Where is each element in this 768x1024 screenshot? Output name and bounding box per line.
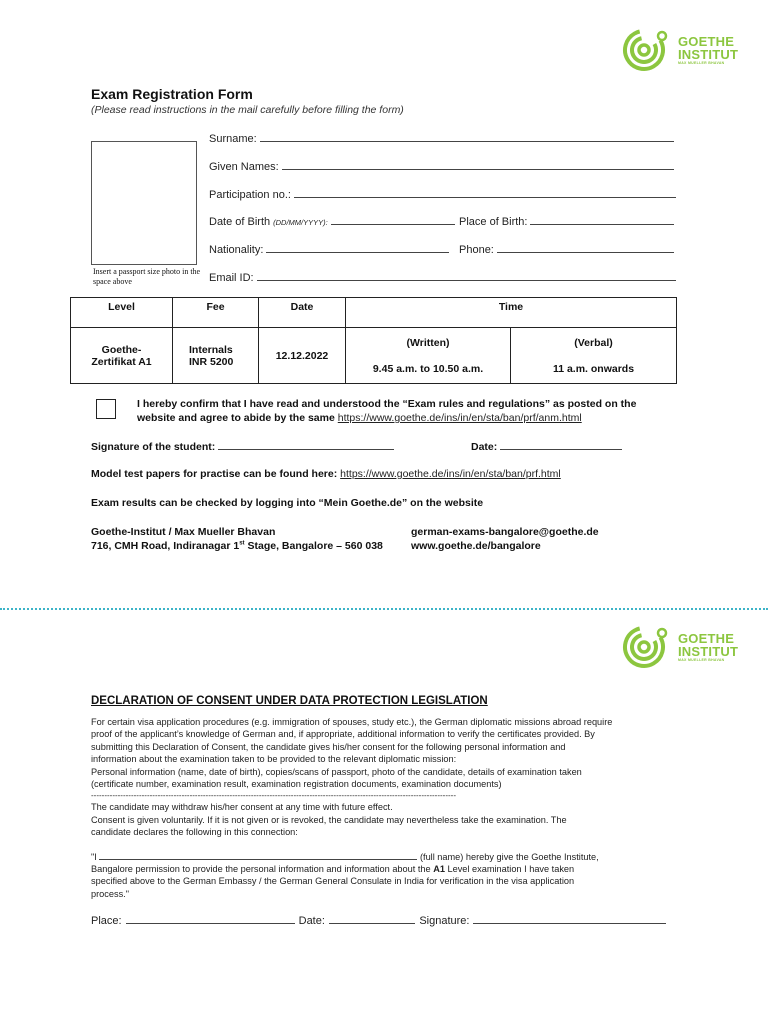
level-line2: Zertifikat A1 xyxy=(91,355,152,368)
decl-place-label: Place: xyxy=(91,915,122,927)
decl-sign-row xyxy=(91,915,666,927)
decl-separator: ----------------------------------------------------------------------------------------------------------------------------------------- xyxy=(91,790,456,800)
phone-field[interactable] xyxy=(459,244,674,256)
dob-format: (DD/MM/YYYY): xyxy=(273,218,328,227)
dob-field[interactable] xyxy=(209,216,455,228)
address-sup: st xyxy=(239,540,245,547)
consent-level: A1 xyxy=(433,864,445,875)
address-part2: Stage, Bangalore – 560 038 xyxy=(244,540,383,553)
confirm-line2: website and agree to abide by the same xyxy=(137,412,335,425)
consent-line1 xyxy=(91,851,681,863)
decl-signature-label: Signature: xyxy=(419,915,470,927)
cell-written xyxy=(346,328,511,384)
logo-line3: MAX MUELLER BHAVAN xyxy=(678,60,725,65)
address-part1: 716, CMH Road, Indiranagar 1 xyxy=(91,540,240,553)
signature-row xyxy=(91,440,394,454)
logo-line3: MAX MUELLER BHAVAN xyxy=(678,657,725,662)
date-row xyxy=(471,440,622,454)
consent-l2c: Level examination I have taken xyxy=(444,864,575,875)
nationality-label: Nationality: xyxy=(209,244,264,256)
header-fee: Fee xyxy=(173,298,259,328)
photo-caption: Insert a passport size photo in the space above xyxy=(93,267,201,286)
quote-start: "I xyxy=(91,851,97,862)
header-date: Date xyxy=(259,298,346,328)
goethe-logo-bottom xyxy=(622,624,738,670)
date-line[interactable] xyxy=(500,441,622,450)
decl-line: candidate declares the following in this connection: xyxy=(91,827,298,838)
model-papers-text: Model test papers for practise can be found here: xyxy=(91,468,338,480)
decl-line: proof of the applicant’s knowledge of German and, if appropriate, additional information to verify the certificates provided. By xyxy=(91,729,595,740)
consent-line2 xyxy=(91,863,681,875)
dob-label: Date of Birth xyxy=(209,216,271,228)
decl-line: Consent is given voluntarily. If it is not given or is revoked, the candidate may nevertheless take the examination. The xyxy=(91,814,567,825)
decl-date-line[interactable] xyxy=(329,915,415,924)
cell-verbal xyxy=(511,328,677,384)
confirm-text xyxy=(137,397,677,425)
signature-label: Signature of the student: xyxy=(91,441,216,453)
header-time: Time xyxy=(346,298,677,328)
cell-date: 12.12.2022 xyxy=(259,328,346,384)
decl-place-line[interactable] xyxy=(126,915,295,924)
given-names-label: Given Names: xyxy=(209,161,279,173)
decl-signature-line[interactable] xyxy=(473,915,666,924)
written-time: 9.45 a.m. to 10.50 a.m. xyxy=(372,362,484,375)
fee-line2: INR 5200 xyxy=(189,355,234,368)
cell-level xyxy=(71,328,173,384)
consent-l2a: Bangalore permission to provide the personal information and information about the xyxy=(91,864,434,875)
form-title: Exam Registration Form xyxy=(91,86,253,102)
contact-web[interactable]: www.goethe.de/bangalore xyxy=(411,540,541,553)
contact-email[interactable]: german-exams-bangalore@goethe.de xyxy=(411,526,599,538)
signature-line[interactable] xyxy=(218,441,394,450)
surname-field[interactable] xyxy=(209,133,674,145)
place-of-birth-label: Place of Birth: xyxy=(459,216,528,228)
surname-label: Surname: xyxy=(209,133,257,145)
model-papers-row xyxy=(91,467,561,481)
confirm-checkbox[interactable] xyxy=(96,399,116,419)
fee-line1: Internals xyxy=(189,343,233,356)
date-label: Date: xyxy=(471,441,498,453)
decl-line: (certificate number, examination result, examination registration documents, examination documents) xyxy=(91,779,502,790)
logo-line2: INSTITUT xyxy=(678,643,739,659)
contact-address xyxy=(91,539,383,553)
form-subtitle: (Please read instructions in the mail carefully before filling the form) xyxy=(91,104,404,116)
decl-line: The candidate may withdraw his/her consent at any time with future effect. xyxy=(91,802,393,813)
rules-link[interactable]: https://www.goethe.de/ins/in/en/sta/ban/prf/anm.html xyxy=(337,412,582,425)
nationality-field[interactable] xyxy=(209,244,449,256)
written-header: (Written) xyxy=(406,336,450,349)
confirm-line1: I hereby confirm that I have read and understood the “Exam rules and regulations” as posted on the xyxy=(137,398,637,410)
exam-table xyxy=(70,297,677,384)
goethe-logo-icon xyxy=(622,27,674,73)
participation-no-field[interactable] xyxy=(209,189,676,201)
logo-line1: GOETHE xyxy=(678,33,735,49)
level-line1: Goethe- xyxy=(101,343,142,356)
model-papers-link[interactable]: https://www.goethe.de/ins/in/en/sta/ban/prf.html xyxy=(340,468,561,480)
decl-line: submitting this Declaration of Consent, the candidate gives his/her consent for the following personal information and xyxy=(91,741,566,752)
decl-line: Personal information (name, date of birth), copies/scans of passport, photo of the candidate, details of examination taken xyxy=(91,766,582,777)
contact-right xyxy=(411,525,599,553)
email-field[interactable] xyxy=(209,272,676,284)
header-level: Level xyxy=(71,298,173,328)
logo-line1: GOETHE xyxy=(678,630,735,646)
goethe-logo xyxy=(622,27,738,73)
verbal-header: (Verbal) xyxy=(574,336,613,349)
declaration-body xyxy=(91,716,681,900)
verbal-time: 11 a.m. onwards xyxy=(552,362,635,375)
contact-left xyxy=(91,525,383,553)
photo-box[interactable] xyxy=(91,141,197,265)
decl-date-label: Date: xyxy=(298,915,325,927)
logo-line2: INSTITUT xyxy=(678,46,739,62)
participation-no-label: Participation no.: xyxy=(209,189,291,201)
given-names-field[interactable] xyxy=(209,161,674,173)
confirm-line2-wrap xyxy=(137,411,677,425)
declaration-title: DECLARATION OF CONSENT UNDER DATA PROTECTION LEGISLATION xyxy=(91,695,488,707)
consent-line3: specified above to the German Embassy / the German General Consulate in India for verification in the visa application xyxy=(91,876,575,887)
cell-fee xyxy=(173,328,259,384)
goethe-logo-icon xyxy=(622,624,674,670)
cut-line xyxy=(0,608,768,610)
decl-line: information about the examination taken to be provided to the relevant diplomatic mission: xyxy=(91,754,457,765)
email-label: Email ID: xyxy=(209,272,254,284)
consent-line4: process." xyxy=(91,888,129,899)
full-name-line[interactable] xyxy=(99,851,417,860)
contact-org: Goethe-Institut / Max Mueller Bhavan xyxy=(91,526,276,538)
phone-label: Phone: xyxy=(459,244,494,256)
results-text: Exam results can be checked by logging into “Mein Goethe.de” on the website xyxy=(91,497,484,509)
place-of-birth-field[interactable] xyxy=(459,216,674,228)
quote-end: (full name) hereby give the Goethe Institute, xyxy=(419,851,599,862)
decl-line: For certain visa application procedures (e.g. immigration of spouses, study etc.), the German diplomatic missions abroad require xyxy=(91,717,613,727)
